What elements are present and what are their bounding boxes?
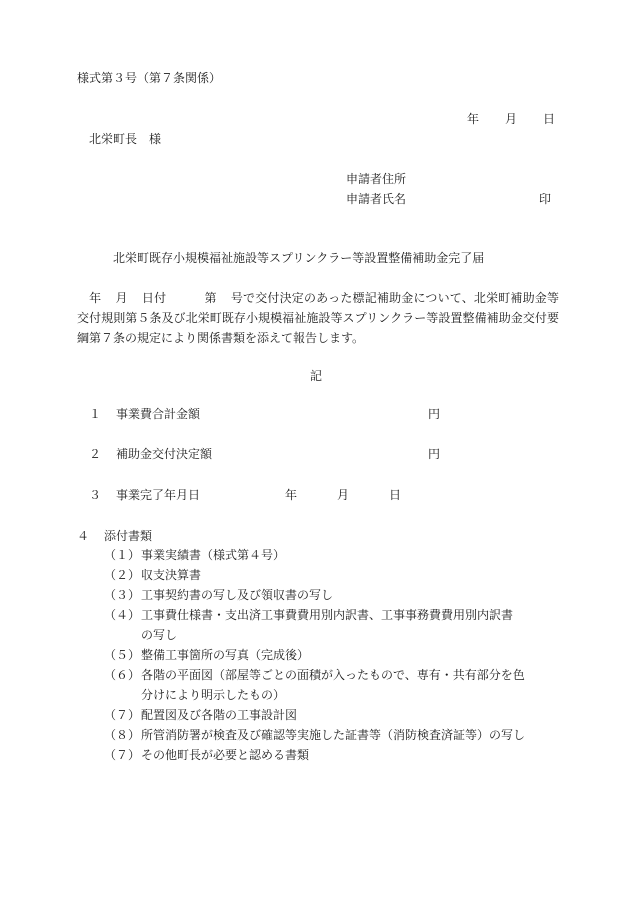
item-3-number: ３: [89, 488, 102, 502]
item-2-label: 補助金交付決定額: [116, 447, 213, 461]
addressee: 北栄町長 様: [89, 132, 162, 146]
applicant-name-label: 申請者氏名: [346, 192, 407, 206]
body-paragraph: [77, 288, 559, 348]
attachment-8-text: 所管消防署が検査及び確認等実施した証書等（消防検査済証等）の写し: [141, 728, 526, 742]
attachment-4-continuation: の写し: [141, 628, 178, 642]
body-month-label: 月: [115, 291, 128, 305]
attachment-3-number: （３）: [104, 588, 141, 602]
document-title: 北栄町既存小規模福祉施設等スプリンクラー等設置整備補助金完了届: [113, 251, 485, 265]
attachment-9-text: その他町長が必要と認める書類: [141, 748, 310, 762]
attachment-5-text: 整備工事箇所の写真（完成後）: [141, 648, 310, 662]
attachment-6-continuation: 分けにより明示したもの）: [141, 688, 286, 702]
attachment-2-text: 収支決算書: [141, 568, 202, 582]
attachment-1-number: （１）: [104, 548, 141, 562]
attachment-1-text: 事業実績書（様式第４号）: [141, 548, 286, 562]
item-1-label: 事業費合計金額: [116, 407, 201, 421]
attachment-6-number: （６）: [104, 668, 141, 682]
item-1-unit: 円: [428, 407, 441, 421]
applicant-address-label: 申請者住所: [346, 172, 407, 186]
attachment-8-number: （８）: [104, 728, 141, 742]
attachment-7-text: 配置図及び各階の工事設計図: [141, 708, 298, 722]
body-text: 号で交付決定のあった標記補助金について、北栄町補助金等交付規則第５条及び北栄町既存小規模福祉施設等スプリンクラー等設置整備補助金交付要綱第７条の規定により関係書類を添えて報告します。: [77, 291, 559, 345]
attachment-7-number: （７）: [104, 708, 141, 722]
date-month-label: 月: [505, 112, 518, 126]
ki-heading: 記: [310, 369, 323, 383]
item-4-label: 添付書類: [104, 529, 153, 543]
item-3-month: 月: [337, 488, 350, 502]
item-3-label: 事業完了年月日: [116, 488, 201, 502]
date-year-label: 年: [467, 112, 480, 126]
attachment-9-number: （７）: [104, 748, 141, 762]
body-year-label: 年: [89, 291, 102, 305]
item-3-year: 年: [285, 488, 298, 502]
item-3-day: 日: [389, 488, 402, 502]
body-number-prefix: 第: [204, 291, 217, 305]
body-day-label: 日付: [141, 291, 167, 305]
attachment-5-number: （５）: [104, 648, 141, 662]
item-4-number: ４: [77, 529, 90, 543]
date-day-label: 日: [543, 112, 556, 126]
item-2-unit: 円: [428, 447, 441, 461]
attachment-3-text: 工事契約書の写し及び領収書の写し: [141, 588, 334, 602]
item-1-number: １: [89, 407, 102, 421]
attachment-2-number: （２）: [104, 568, 141, 582]
form-number: 様式第３号（第７条関係）: [77, 71, 222, 85]
attachment-4-number: （４）: [104, 608, 141, 622]
attachment-4-text: 工事費仕様書・支出済工事費費用別内訳書、工事事務費費用別内訳書: [141, 608, 514, 622]
seal-mark: 印: [539, 192, 552, 206]
attachment-6-text: 各階の平面図（部屋等ごとの面積が入ったもので、専有・共有部分を色: [141, 668, 525, 682]
item-2-number: ２: [89, 447, 102, 461]
